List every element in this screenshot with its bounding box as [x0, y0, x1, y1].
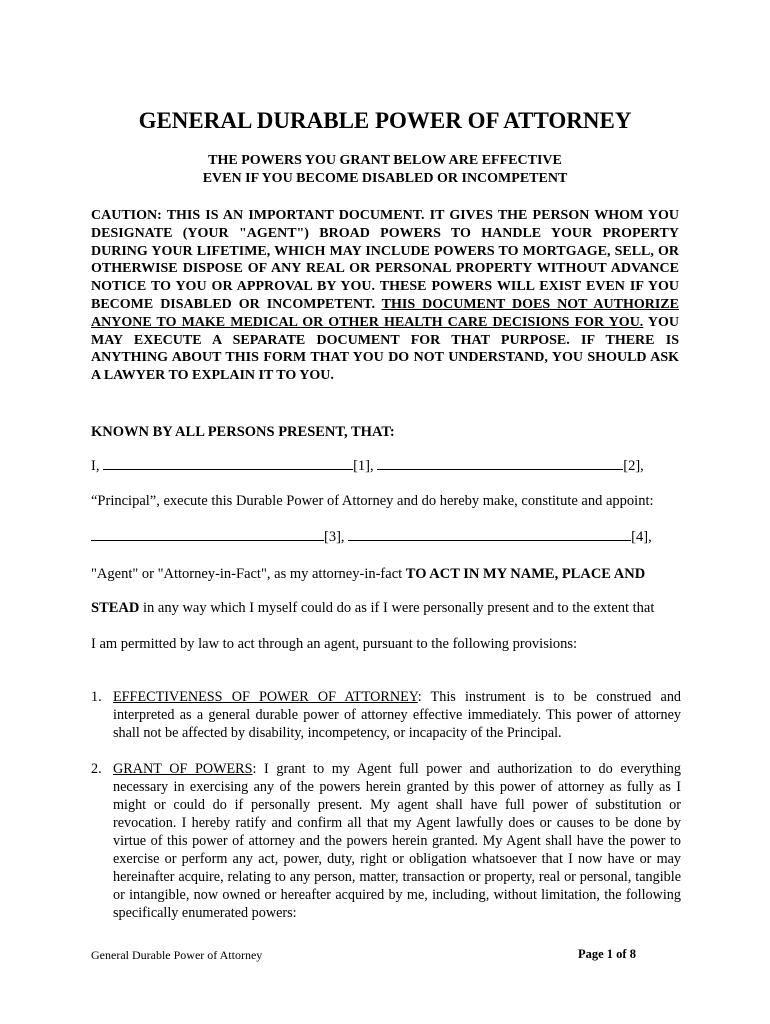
agent-name-blank-1[interactable]	[91, 528, 324, 541]
footer-document-name: General Durable Power of Attorney	[91, 948, 263, 962]
caution-text-part-2: YOU MAY EXECUTE A SEPARATE DOCUMENT FOR THAT PURPOSE. IF THERE IS ANYTHING ABOUT THIS FORM THAT YOU DO NOT UNDERSTAND, YOU SHOULD ASK A LAWYER TO EXPLAIN IT TO YOU.	[91, 314, 679, 384]
principal-name-line	[91, 457, 681, 475]
principal-name-blank-1[interactable]	[103, 457, 353, 470]
agent-name-line	[91, 528, 681, 546]
document-subtitle	[0, 152, 770, 188]
provision-item-2	[91, 760, 681, 922]
field-2-ref: [2],	[623, 458, 644, 474]
line-i-prefix: I,	[91, 458, 104, 474]
provision-item-1	[91, 688, 681, 742]
provision-heading: EFFECTIVENESS OF POWER OF ATTORNEY	[113, 689, 418, 705]
agent-name-blank-2[interactable]	[348, 528, 631, 541]
caution-text-part-1: CAUTION: THIS IS AN IMPORTANT DOCUMENT. IT GIVES THE PERSON WHOM YOU DESIGNATE (YOUR "AGENT") BROAD POWERS TO HANDLE YOUR PROPERTY DURING YOUR LIFETIME, WHICH MAY INCLUDE POWERS TO MORTGAGE, SELL, OR OTHERWISE DISPOSE OF ANY REAL OR PERSONAL PROPERTY WITHOUT ADVANCE NOTICE TO YOU OR APPROVAL BY YOU. THESE POWERS WILL EXIST EVEN IF YOU BECOME DISABLED OR INCOMPETENT.	[91, 208, 679, 312]
stead-bold: STEAD	[91, 600, 140, 616]
caution-underlined-text: THIS DOCUMENT DOES NOT AUTHORIZE ANYONE TO MAKE MEDICAL OR OTHER HEALTH CARE DECISIONS FOR YOU.	[91, 296, 679, 330]
field-3-ref: [3],	[324, 529, 349, 545]
agent-line-plain: "Agent" or "Attorney-in-Fact", as my attorney-in-fact	[91, 566, 406, 582]
provision-number: 2.	[91, 761, 102, 777]
agent-line-bold: TO ACT IN MY NAME, PLACE AND	[405, 566, 646, 582]
document-title: GENERAL DURABLE POWER OF ATTORNEY	[138, 108, 632, 133]
field-1-ref: [1],	[353, 458, 378, 474]
principal-appoint-line: “Principal”, execute this Durable Power of Attorney and do hereby make, constitute and appoint:	[91, 493, 654, 509]
principal-name-blank-2[interactable]	[377, 457, 623, 470]
stead-line	[91, 599, 681, 617]
permitted-line: I am permitted by law to act through an agent, pursuant to the following provisions:	[91, 636, 578, 652]
field-4-ref: [4],	[631, 529, 652, 545]
subtitle-line-2: EVEN IF YOU BECOME DISABLED OR INCOMPETENT	[202, 171, 568, 186]
provision-number: 1.	[91, 689, 102, 705]
agent-designation-line	[91, 565, 681, 583]
subtitle-line-1: THE POWERS YOU GRANT BELOW ARE EFFECTIVE	[208, 153, 562, 168]
caution-paragraph	[91, 207, 679, 385]
provision-text: : This instrument is to be construed and interpreted as a general durable power of attorney effective immediately. This power of attorney shall not be affected by disability, incompetency, or incapacity of the Principal.	[113, 689, 681, 741]
provision-heading: GRANT OF POWERS	[113, 761, 253, 777]
footer-page-number: Page 1 of 8	[578, 947, 636, 961]
stead-rest: in any way which I myself could do as if I were personally present and to the extent that	[139, 600, 655, 616]
known-by-heading: KNOWN BY ALL PERSONS PRESENT, THAT:	[91, 424, 395, 440]
provision-text: : I grant to my Agent full power and authorization to do everything necessary in exercising any of the powers herein granted by this power of attorney as fully as I might or could do if personally present. My agent shall have full power of substitution or revocation. I hereby ratify and confirm all that my Agent lawfully does or causes to be done by virtue of this power of attorney and the powers herein granted. My Agent shall have the power to exercise or perform any act, power, duty, right or obligation whatsoever that I now have or may hereinafter acquire, relating to any person, matter, transaction or property, real or personal, tangible or intangible, now owned or hereafter acquired by me, including, without limitation, the following specifically enumerated powers:	[113, 761, 681, 921]
